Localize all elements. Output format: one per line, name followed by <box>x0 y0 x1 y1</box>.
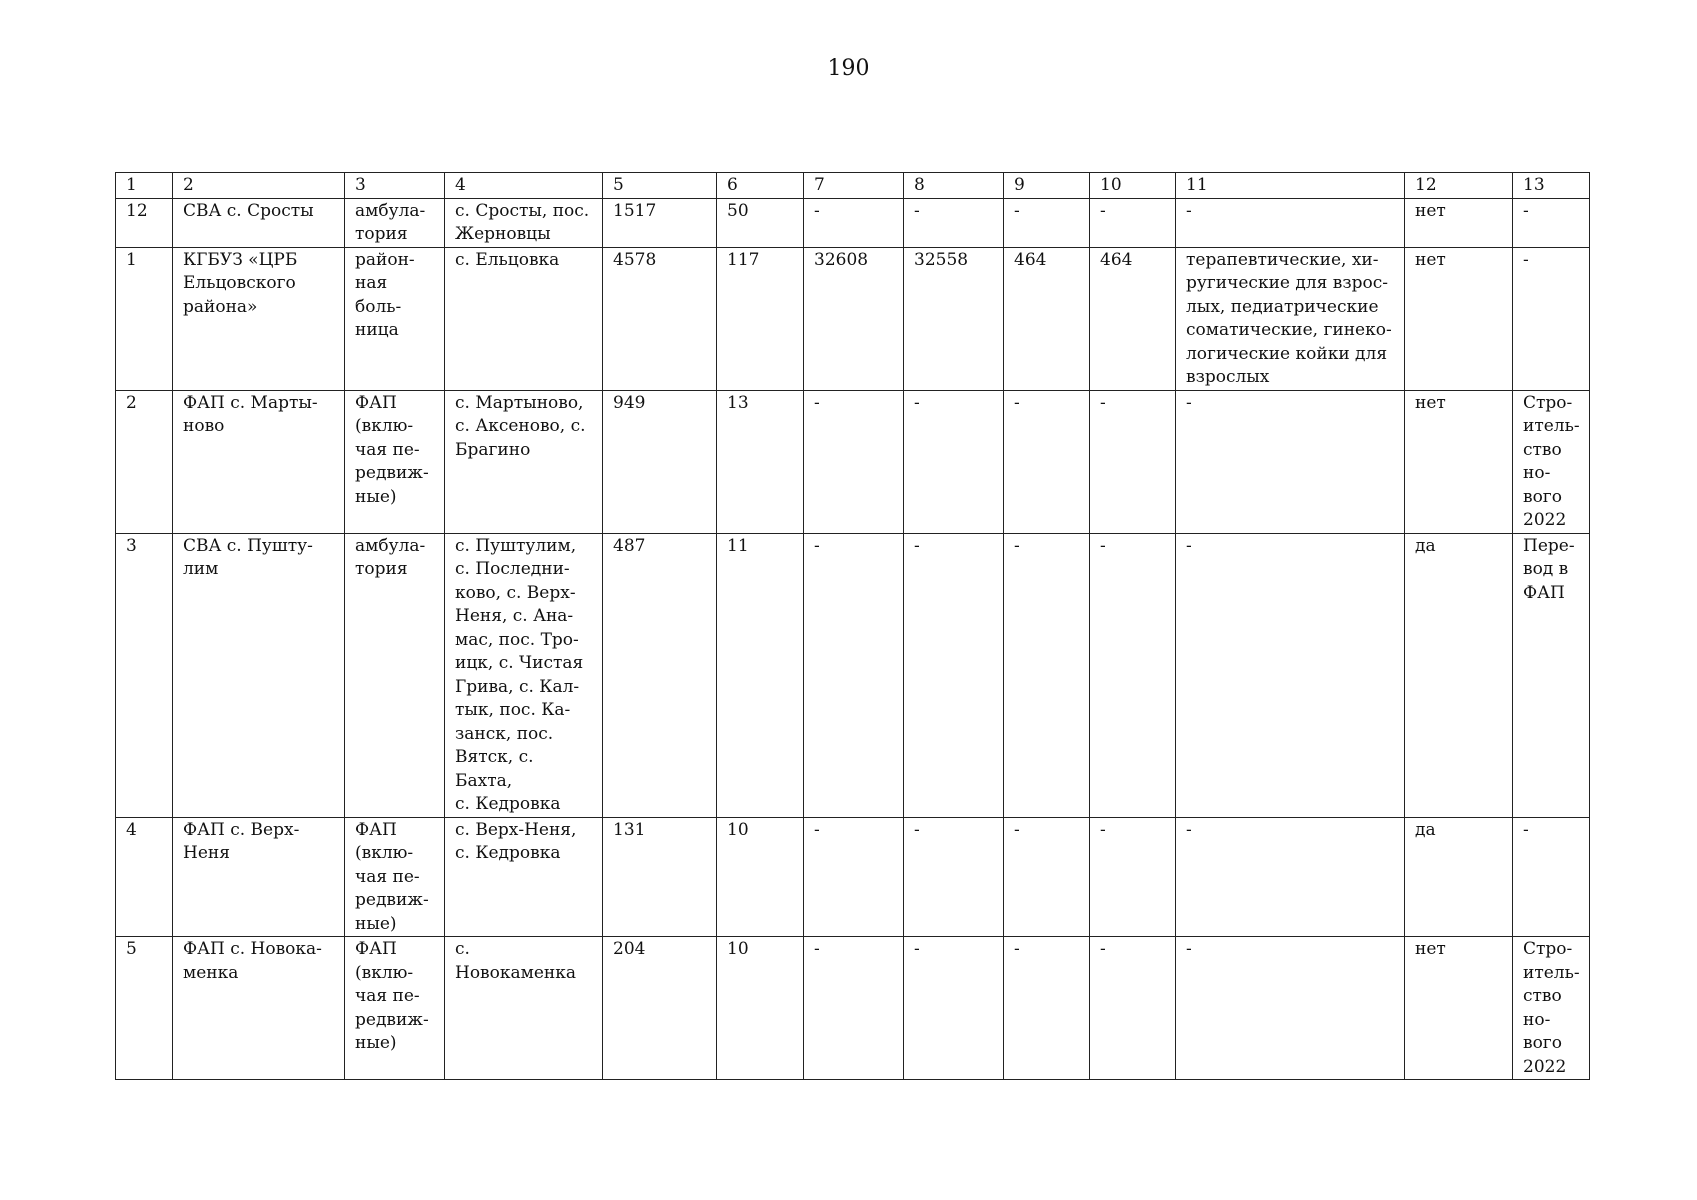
table-cell: да <box>1405 817 1513 937</box>
table-cell: 1 <box>116 173 173 199</box>
table-cell: - <box>904 533 1004 817</box>
table-cell: 11 <box>717 533 804 817</box>
table-cell: - <box>1176 198 1405 247</box>
table-cell: с. Сросты, пос. Жерновцы <box>445 198 603 247</box>
table-row <box>116 533 1590 817</box>
table-cell: 464 <box>1004 247 1090 390</box>
table-cell: 131 <box>603 817 717 937</box>
table-cell: 12 <box>116 198 173 247</box>
table-cell: с. Ельцовка <box>445 247 603 390</box>
table-cell: 2 <box>173 173 345 199</box>
table-cell: ФАП (вклю- чая пе- редвиж- ные) <box>345 937 445 1080</box>
table-cell: СВА с. Пушту- лим <box>173 533 345 817</box>
table-cell: 464 <box>1090 247 1176 390</box>
table-cell: КГБУЗ «ЦРБ Ельцовского района» <box>173 247 345 390</box>
table-cell: - <box>1090 533 1176 817</box>
table-cell: - <box>904 198 1004 247</box>
table-cell: 32608 <box>804 247 904 390</box>
table-cell: 4 <box>116 817 173 937</box>
table-cell: 10 <box>1090 173 1176 199</box>
table-cell: 50 <box>717 198 804 247</box>
table-cell: - <box>1090 937 1176 1080</box>
table-cell: с. Верх-Неня, с. Кедровка <box>445 817 603 937</box>
table-cell: 13 <box>1513 173 1590 199</box>
table-cell: - <box>804 198 904 247</box>
table-cell: Стро- итель- ство но- вого 2022 <box>1513 390 1590 533</box>
table-cell: 1 <box>116 247 173 390</box>
table-cell: терапевтические, хи- ругические для взрос- лых, педиатрические соматические, гинеко- логические койки для взрослых <box>1176 247 1405 390</box>
table-cell: - <box>1513 817 1590 937</box>
table-cell: ФАП (вклю- чая пе- редвиж- ные) <box>345 390 445 533</box>
table-cell: с. Новокаменка <box>445 937 603 1080</box>
table-cell: 4 <box>445 173 603 199</box>
table-cell: - <box>1090 817 1176 937</box>
table-cell: - <box>1004 937 1090 1080</box>
table-cell: 1517 <box>603 198 717 247</box>
table-cell: - <box>1004 817 1090 937</box>
table-cell: - <box>804 390 904 533</box>
table-cell: амбула- тория <box>345 198 445 247</box>
table-cell: ФАП с. Верх- Неня <box>173 817 345 937</box>
table-cell: 10 <box>717 817 804 937</box>
table-cell: район- ная боль- ница <box>345 247 445 390</box>
table-cell: 32558 <box>904 247 1004 390</box>
table-cell: 12 <box>1405 173 1513 199</box>
table-cell: нет <box>1405 247 1513 390</box>
table-cell: - <box>904 390 1004 533</box>
table-cell: 487 <box>603 533 717 817</box>
table-cell: Стро- итель- ство но- вого 2022 <box>1513 937 1590 1080</box>
table-cell: 3 <box>345 173 445 199</box>
table-cell: 117 <box>717 247 804 390</box>
table-cell: нет <box>1405 937 1513 1080</box>
table-row <box>116 937 1590 1080</box>
table-cell: - <box>804 937 904 1080</box>
table-cell: СВА с. Сросты <box>173 198 345 247</box>
table-cell: - <box>1004 533 1090 817</box>
facilities-table <box>115 172 1590 1080</box>
table-cell: ФАП (вклю- чая пе- редвиж- ные) <box>345 817 445 937</box>
table-row <box>116 817 1590 937</box>
table-cell: 949 <box>603 390 717 533</box>
table-cell: 9 <box>1004 173 1090 199</box>
table-cell: 2 <box>116 390 173 533</box>
page-number: 190 <box>827 56 870 81</box>
table-cell: - <box>1513 198 1590 247</box>
table-header-row <box>116 173 1590 199</box>
table-cell: - <box>1176 817 1405 937</box>
table-cell: - <box>1090 390 1176 533</box>
table-cell: 3 <box>116 533 173 817</box>
table-cell: нет <box>1405 390 1513 533</box>
table-cell: - <box>1513 247 1590 390</box>
table-row <box>116 390 1590 533</box>
table-row <box>116 198 1590 247</box>
table-cell: 11 <box>1176 173 1405 199</box>
table-cell: - <box>904 937 1004 1080</box>
table-cell: 8 <box>904 173 1004 199</box>
table-cell: ФАП с. Новока- менка <box>173 937 345 1080</box>
table-cell: с. Мартыново, с. Аксеново, с. Брагино <box>445 390 603 533</box>
table-cell: да <box>1405 533 1513 817</box>
table-cell: - <box>904 817 1004 937</box>
table-cell: 10 <box>717 937 804 1080</box>
table-cell: 4578 <box>603 247 717 390</box>
table-cell: - <box>1004 198 1090 247</box>
table-cell: 5 <box>603 173 717 199</box>
table-cell: - <box>804 817 904 937</box>
table-cell: 13 <box>717 390 804 533</box>
table-row <box>116 247 1590 390</box>
table-cell: с. Пуштулим, с. Последни- ково, с. Верх- Неня, с. Ана- мас, пос. Тро- ицк, с. Чистая Грива, с. Кал- тык, пос. Ка- занск, пос. Вятск, с. Бахта, с. Кедровка <box>445 533 603 817</box>
table-cell: 7 <box>804 173 904 199</box>
table-cell: амбула- тория <box>345 533 445 817</box>
table-cell: - <box>1090 198 1176 247</box>
table-cell: Пере- вод в ФАП <box>1513 533 1590 817</box>
table-cell: - <box>1176 937 1405 1080</box>
table-cell: 5 <box>116 937 173 1080</box>
table-cell: - <box>804 533 904 817</box>
table-cell: ФАП с. Марты- ново <box>173 390 345 533</box>
table-cell: - <box>1176 390 1405 533</box>
table-cell: - <box>1004 390 1090 533</box>
table-cell: нет <box>1405 198 1513 247</box>
table-cell: - <box>1176 533 1405 817</box>
table-cell: 204 <box>603 937 717 1080</box>
table-cell: 6 <box>717 173 804 199</box>
